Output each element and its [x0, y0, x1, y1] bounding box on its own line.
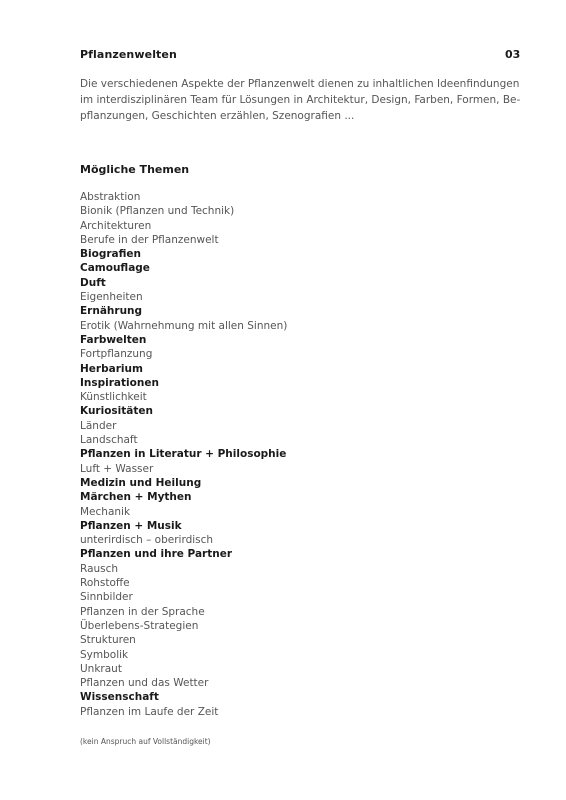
- theme-item: Mechanik: [80, 505, 131, 518]
- intro-line: Die verschiedenen Aspekte der Pflanzenwelt dienen zu inhaltlichen Ideenfindungen: [80, 78, 520, 90]
- theme-item: Architekturen: [80, 219, 152, 232]
- intro-line: im interdisziplinären Team für Lösungen in Architektur, Design, Farben, Formen, Be-: [80, 94, 521, 106]
- theme-item: Unkraut: [80, 662, 122, 675]
- theme-item: Herbarium: [80, 362, 143, 375]
- theme-item: Abstraktion: [80, 191, 141, 203]
- theme-item: Duft: [80, 276, 106, 289]
- theme-item: Ernährung: [80, 305, 143, 318]
- theme-item: Künstlichkeit: [80, 391, 147, 404]
- theme-item: Sinnbilder: [80, 591, 133, 604]
- themes-list: [80, 190, 287, 719]
- theme-item: Pflanzen in Literatur + Philosophie: [80, 448, 287, 461]
- theme-item: Eigenheiten: [80, 291, 143, 304]
- intro-paragraph: [80, 76, 520, 124]
- theme-item: Strukturen: [80, 634, 136, 647]
- theme-item: Rausch: [80, 562, 119, 575]
- theme-item: Märchen + Mythen: [80, 491, 192, 504]
- page-title: Pflanzenwelten: [80, 48, 177, 61]
- theme-item: Camouflage: [80, 262, 150, 275]
- theme-item: Erotik (Wahrnehmung mit allen Sinnen): [80, 319, 288, 332]
- theme-item: Landschaft: [80, 434, 138, 447]
- themes-heading: Mögliche Themen: [80, 163, 190, 176]
- theme-item: Medizin und Heilung: [80, 476, 202, 489]
- theme-item: Wissenschaft: [80, 691, 159, 704]
- intro-line: pflanzungen, Geschichten erzählen, Szenografien ...: [80, 110, 355, 122]
- theme-item: Biografien: [80, 248, 141, 261]
- theme-item: Berufe in der Pflanzenwelt: [80, 233, 219, 246]
- theme-item: Pflanzen und ihre Partner: [80, 548, 233, 561]
- theme-item: Luft + Wasser: [80, 462, 154, 475]
- theme-item: Bionik (Pflanzen und Technik): [80, 205, 235, 218]
- theme-item: Rohstoffe: [80, 577, 130, 590]
- page-number: 03: [505, 48, 521, 61]
- theme-item: Pflanzen + Musik: [80, 519, 182, 532]
- theme-item: Pflanzen und das Wetter: [80, 677, 209, 690]
- theme-item: Pflanzen im Laufe der Zeit: [80, 705, 219, 718]
- theme-item: unterirdisch – oberirdisch: [80, 534, 214, 547]
- footnote: (kein Anspruch auf Vollständigkeit): [80, 737, 211, 746]
- theme-item: Symbolik: [80, 648, 129, 661]
- theme-item: Länder: [80, 419, 117, 432]
- theme-item: Fortpflanzung: [80, 348, 153, 361]
- theme-item: Pflanzen in der Sprache: [80, 605, 205, 618]
- theme-item: Überlebens-Strategien: [80, 619, 199, 632]
- theme-item: Farbwelten: [80, 333, 147, 346]
- theme-item: Kuriositäten: [80, 405, 153, 418]
- theme-item: Inspirationen: [80, 376, 159, 389]
